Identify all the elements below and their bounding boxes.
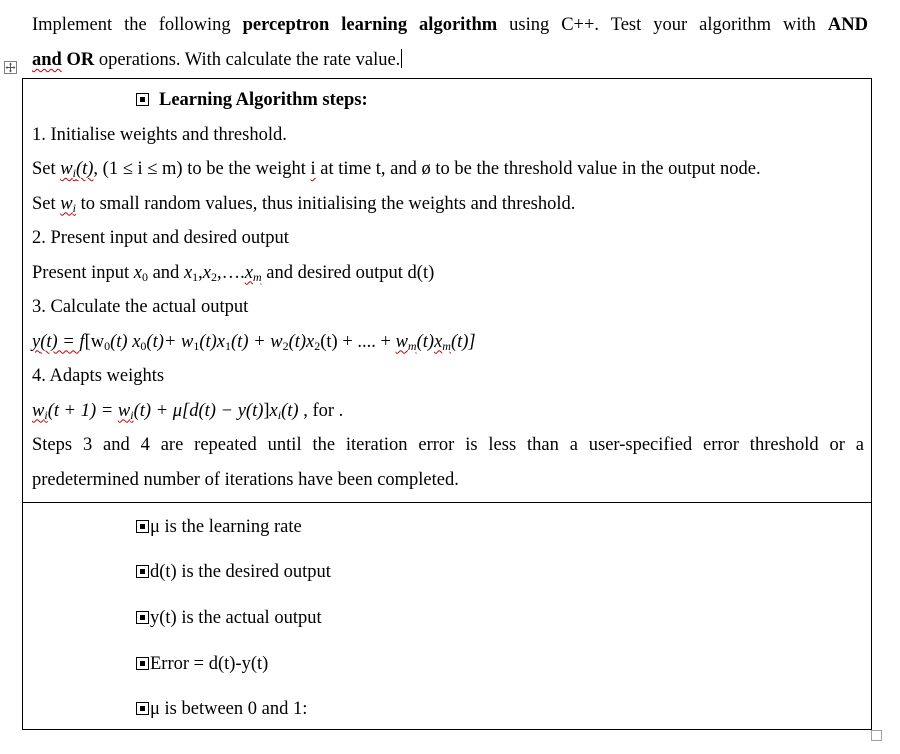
eq1-a: (t) = — [40, 331, 80, 352]
set-small-prefix: Set — [32, 193, 61, 214]
note-item — [136, 561, 331, 583]
present-x2: x — [202, 262, 211, 283]
set-w-rest: ≤ m) to be the weight — [142, 159, 311, 179]
eq1-h: (t) + .... + — [320, 331, 396, 352]
note-item — [136, 698, 307, 720]
checkbox-bullet-icon — [136, 565, 149, 578]
checkbox-bullet-icon — [136, 93, 149, 106]
present-xm-sub: m — [252, 269, 262, 284]
checkbox-bullet-icon — [136, 611, 149, 624]
repeat-line-2: predetermined number of iterations have been completed. — [32, 469, 459, 490]
eq1-c: (t) — [110, 331, 133, 352]
checkbox-bullet-icon — [136, 657, 149, 670]
note-item — [136, 653, 268, 675]
step-1-text: 1. Initialise weights and threshold. — [32, 124, 287, 145]
eq2-w-sub: i — [44, 407, 48, 422]
eq1-g-sub: 2 — [314, 338, 321, 353]
eq2-c: d(t) − y(t) — [189, 400, 264, 421]
checkbox-bullet-icon — [136, 702, 149, 715]
eq1-x0-sub: 0 — [140, 338, 147, 353]
intro-line-2 — [32, 43, 868, 78]
note-actual-output: y(t) is the actual output — [150, 608, 322, 628]
eq1-j: (t)] — [450, 331, 476, 352]
eq1-g: (t)x — [288, 331, 315, 352]
intro-line-1 — [32, 8, 868, 43]
eq1-wm-sub: m — [407, 338, 417, 353]
eq2-b: (t) + μ[ — [133, 400, 190, 421]
intro-text-3: operations. With calculate the rate value. — [94, 50, 401, 70]
present-comma: , — [198, 262, 203, 283]
table-row-steps[interactable] — [23, 79, 871, 503]
checkbox-bullet-icon — [136, 520, 149, 533]
repeat-line-1: Steps 3 and 4 are repeated until the iteration error is less than a user-specified error threshold or a — [32, 435, 864, 455]
set-small-rest: to small random values, thus initialising the weights and threshold. — [75, 193, 576, 214]
table-move-handle-icon[interactable] — [4, 61, 17, 74]
step-3-text: 3. Calculate the actual output — [32, 297, 249, 317]
eq1-wm: w — [395, 331, 408, 352]
eq1-i: (t) — [416, 331, 435, 352]
eq1-y: y — [32, 331, 41, 352]
note-error: Error = d(t)-y(t) — [150, 654, 269, 674]
output-equation — [32, 325, 864, 360]
eq1-f2-sub: 2 — [282, 338, 289, 353]
table-resize-handle-icon[interactable] — [871, 730, 882, 741]
step-4-text: 4. Adapts weights — [32, 366, 165, 386]
steps-heading-text: Learning Algorithm steps: — [159, 90, 368, 110]
eq2-e: (t) — [281, 400, 299, 421]
intro-text-2: using C++. Test your algorithm with — [497, 15, 828, 35]
steps-heading — [32, 83, 864, 118]
set-w-w: w — [60, 159, 73, 179]
eq2-f: , for . — [298, 400, 344, 421]
eq2-w: w — [32, 400, 45, 421]
intro-bold-and-2: and — [32, 50, 62, 70]
present-dots: ,…. — [217, 262, 245, 283]
set-w-t: (t) — [75, 159, 94, 179]
eq1-d-sub: 1 — [193, 338, 200, 353]
intro-bold-or: OR — [61, 50, 95, 70]
note-item — [136, 516, 302, 538]
present-x1: x — [183, 262, 193, 283]
eq2-x: x — [269, 400, 278, 421]
eq1-e: (t)x — [199, 331, 226, 352]
set-small-line — [32, 187, 864, 222]
set-w-range-i: i — [137, 159, 143, 179]
set-w-i2: i — [310, 159, 316, 179]
eq1-x0: x — [132, 331, 141, 352]
weight-update-equation — [32, 394, 864, 429]
eq1-xm: x — [434, 331, 443, 352]
set-w-tail: at time t, and ø to be the threshold value in the output node. — [315, 159, 761, 179]
set-w-prefix: Set — [32, 159, 61, 179]
intro-bold-algorithm: perceptron learning algorithm — [242, 15, 498, 35]
present-x1-sub: 1 — [192, 269, 199, 284]
algorithm-table — [22, 78, 872, 730]
present-and: and — [147, 262, 184, 283]
set-small-w: w — [60, 193, 73, 214]
present-x0: x — [133, 262, 142, 283]
eq1-d: (t)+ w — [146, 331, 194, 352]
intro-paragraph[interactable] — [32, 8, 868, 78]
set-w-i: i — [72, 166, 76, 180]
eq2-w2-sub: i — [130, 407, 134, 422]
eq1-xm-sub: m — [442, 338, 451, 353]
eq1-b: [w — [84, 331, 105, 352]
present-tail: and desired output d(t) — [261, 262, 435, 283]
present-prefix: Present input — [32, 262, 134, 283]
intro-text-1: Implement the following — [32, 15, 243, 35]
present-input-line — [32, 256, 864, 291]
note-learning-rate: μ is the learning rate — [150, 517, 302, 537]
eq1-e-sub: 1 — [225, 338, 232, 353]
eq1-f2: (t) + w — [231, 331, 283, 352]
eq1-f: f — [79, 331, 85, 352]
set-weights-line — [32, 152, 864, 187]
present-xm: x — [244, 262, 253, 283]
eq1-b-sub: 0 — [104, 338, 111, 353]
eq2-x-sub: i — [277, 407, 282, 422]
set-w-range-a: , (1 ≤ — [93, 159, 138, 179]
text-cursor — [401, 49, 402, 68]
eq2-d: ] — [263, 400, 270, 421]
note-mu-range: μ is between 0 and 1: — [150, 699, 308, 719]
note-item — [136, 607, 322, 629]
note-desired-output: d(t) is the desired output — [150, 562, 331, 582]
step-2-text: 2. Present input and desired output — [32, 228, 289, 248]
eq2-w2: w — [117, 400, 131, 421]
intro-bold-and: AND — [827, 15, 868, 35]
present-x2-sub: 2 — [211, 269, 217, 284]
set-small-i: i — [72, 200, 76, 215]
eq2-a: (t + 1) = — [47, 400, 118, 421]
present-x0-sub: 0 — [141, 269, 148, 284]
